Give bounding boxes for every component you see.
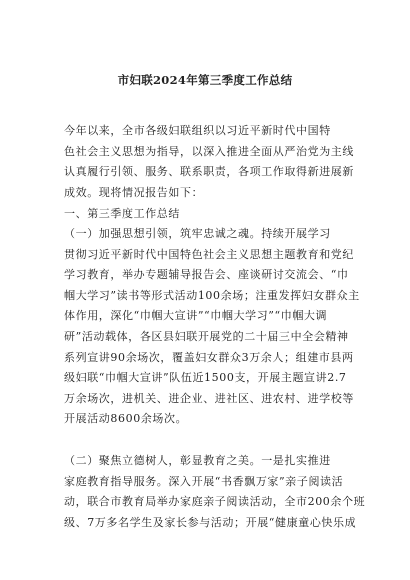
paragraph-line: 动，联合市教育局举办家庭亲子阅读活动，全市200余个班 [64,495,366,509]
paragraph-line: 级妇联“巾帼大宣讲”队伍近1500支，开展主题宣讲2.7 [64,371,347,385]
section-heading [64,204,354,225]
body-paragraph [64,224,360,430]
paragraph-line: 学习教育，举办专题辅导报告会、座谈研讨交流会、“巾 [64,268,349,282]
paragraph-line: （二）聚焦立德树人，彰显教育之美。一是扎实推进 [64,454,331,467]
paragraph-line: （一）加强思想引领，筑牢忠诚之魂。持续开展学习 [64,227,331,240]
paragraph-line: 万余场次，进机关、进企业、进社区、进农村、进学校等 [64,391,354,405]
paragraph-line: 成效。现将情况报告如下： [64,185,204,199]
paragraph-line: 认真履行引领、服务、联系职责，各项工作取得新进展新 [64,165,354,179]
paragraph-line: 今年以来，全市各级妇联组织以习近平新时代中国特 [64,124,331,137]
paragraph-line: 开展活动8600余场次。 [64,412,188,426]
section-heading-text: 一、第三季度工作总结 [64,207,180,220]
intro-paragraph [64,121,354,203]
paragraph-line: 家庭教育指导服务。深入开展“书香飘万家”亲子阅读活 [64,474,344,488]
paragraph-line: 帼大学习”读书等形式活动100余场；注重发挥妇女群众主 [64,288,360,302]
paragraph-line: 研”活动载体，各区县妇联开展党的二十届三中全会精神 [64,329,349,343]
paragraph-line: 系列宣讲90余场次，覆盖妇女群众3万余人；组建市县两 [64,350,354,364]
paragraph-line: 级、7万多名学生及家长参与活动；开展“健康童心快乐成 [64,515,357,529]
paragraph-line: 体作用，深化“巾帼大宣讲”“巾帼大学习”“巾帼大调 [64,309,328,323]
paragraph-line: 色社会主义思想为指导，以深入推进全面从严治党为主线 [64,144,354,158]
paragraph-line: 贯彻习近平新时代中国特色社会主义思想主题教育和党纪 [64,247,354,261]
document-title: 市妇联2024年第三季度工作总结 [117,73,293,87]
body-paragraph [64,451,366,533]
